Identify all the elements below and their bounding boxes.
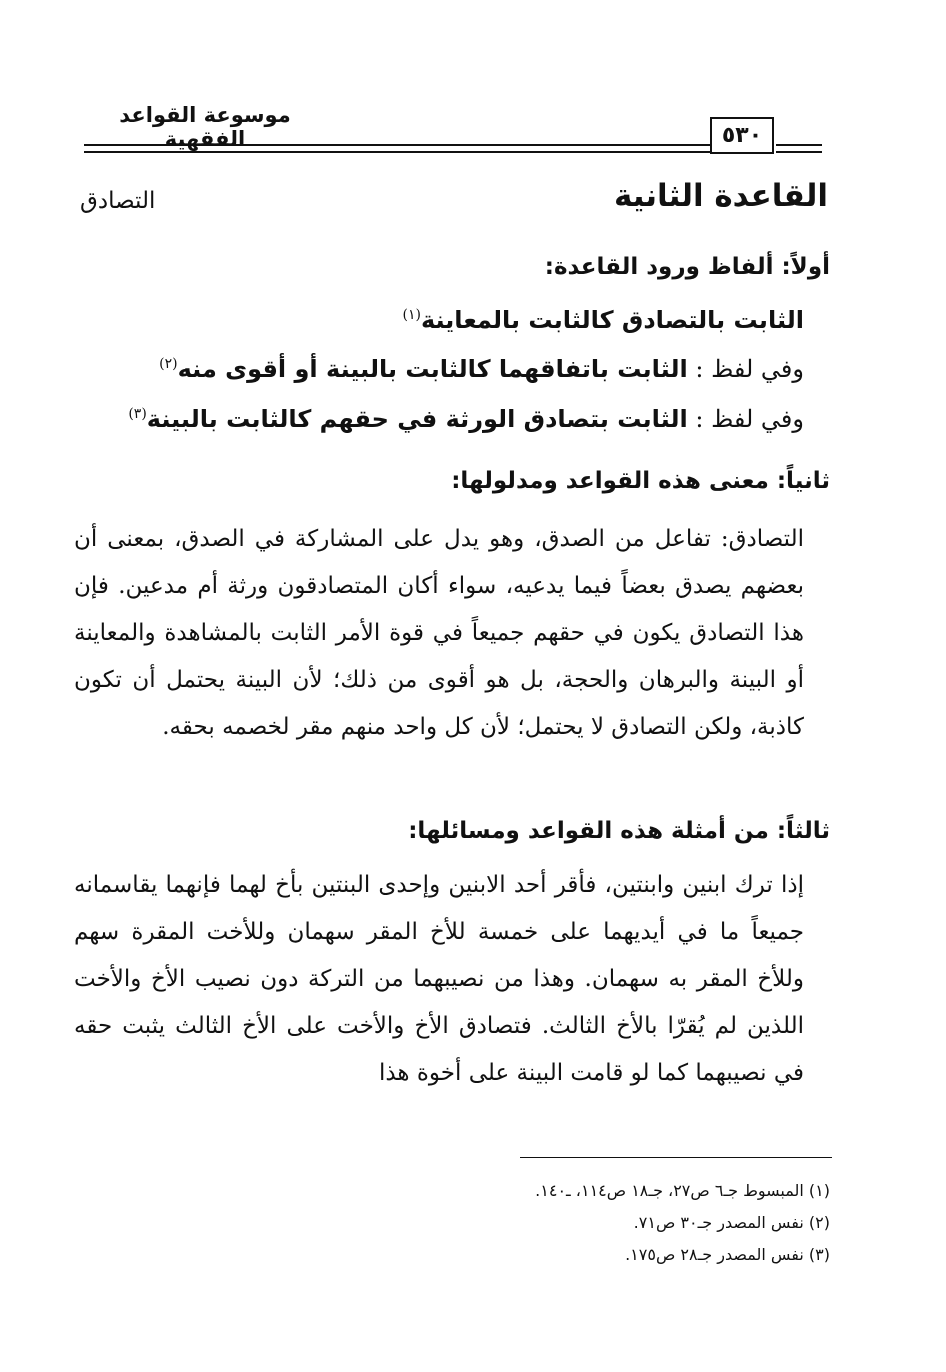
rule-wording-3 (128, 405, 804, 433)
section-2-paragraph: التصادق: تفاعل من الصدق، وهو يدل على المشاركة في الصدق، بمعنى أن بعضهم يصدق بعضاً فيما يدعيه، سواء أكان المتصادقون ورثة أم مدعين. فإن هذا التصادق يكون في حقهم جميعاً في قوة الأمر الثابت بالمشاهدة والمعاينة أو البينة والبرهان والحجة، بل هو أقوى من ذلك؛ لأن البينة يحتمل أن تكون كاذبة، ولكن التصادق لا يحتمل؛ لأن كل واحد منهم مقر لخصمه بحقه. (74, 526, 804, 740)
footnote-1: (١) المبسوط جـ٦ ص٢٧، جـ١٨ ص١١٤، ـ١٤٠. (535, 1181, 830, 1200)
page-number: ٥٣٠ (710, 117, 774, 154)
section-3-paragraph: إذا ترك ابنين وابنتين، فأقر أحد الابنين وإحدى البنتين بأخ لهما فإنهما يقاسمانه جميعاً ما في أيديهما على خمسة للأخ المقر سهمان وللأخت المقرة سهم وللأخ المقر به سهمان. وهذا من نصيبهما من التركة دون نصيب الأخ والأخت اللذين لم يُقرّا بالأخ الثالث. فتصادق الأخ والأخت على الأخ الثالث يثبت حقه في نصيبهما كما لو قامت البينة على أخوة هذا (74, 872, 804, 1086)
rule-wording-2-text: الثابت باتفاقهما كالثابت بالبينة أو أقوى منه (177, 355, 688, 383)
section-heading-1: أولاً: ألفاظ ورود القاعدة: (544, 254, 830, 280)
rule-wording-3-prefix: وفي لفظ : (687, 405, 804, 433)
rule-wording-1-text: الثابت بالتصادق كالثابت بالمعاينة (420, 306, 804, 334)
section-heading-3: ثالثاً: من أمثلة هذه القواعد ومسائلها: (408, 818, 830, 844)
header-rule-bottom (84, 151, 710, 153)
header-rule-right-top (776, 144, 822, 146)
footnote-ref-3: (٣) (128, 406, 147, 422)
rule-wording-2-prefix: وفي لفظ : (687, 355, 804, 383)
footnote-3: (٣) نفس المصدر جـ٢٨ ص١٧٥. (625, 1245, 830, 1264)
footnote-ref-1: (١) (402, 307, 421, 323)
header-rule-right-bottom (776, 151, 822, 153)
section-heading-2: ثانياً: معنى هذه القواعد ومدلولها: (451, 468, 830, 494)
rule-wording-3-text: الثابت بتصادق الورثة في حقهم كالثابت بالبينة (146, 405, 688, 433)
rule-title: القاعدة الثانية (613, 178, 828, 214)
footnote-ref-2: (٢) (159, 356, 178, 372)
footnote-2: (٢) نفس المصدر جـ٣٠ ص٧١. (633, 1213, 830, 1232)
rule-tag: التصادق (80, 188, 156, 214)
rule-wording-1 (402, 306, 804, 334)
header-rule-top (84, 144, 710, 146)
footnote-separator (520, 1157, 832, 1158)
running-header-title: موسوعة القواعد الفقهية (119, 103, 291, 151)
rule-wording-2 (159, 355, 804, 383)
